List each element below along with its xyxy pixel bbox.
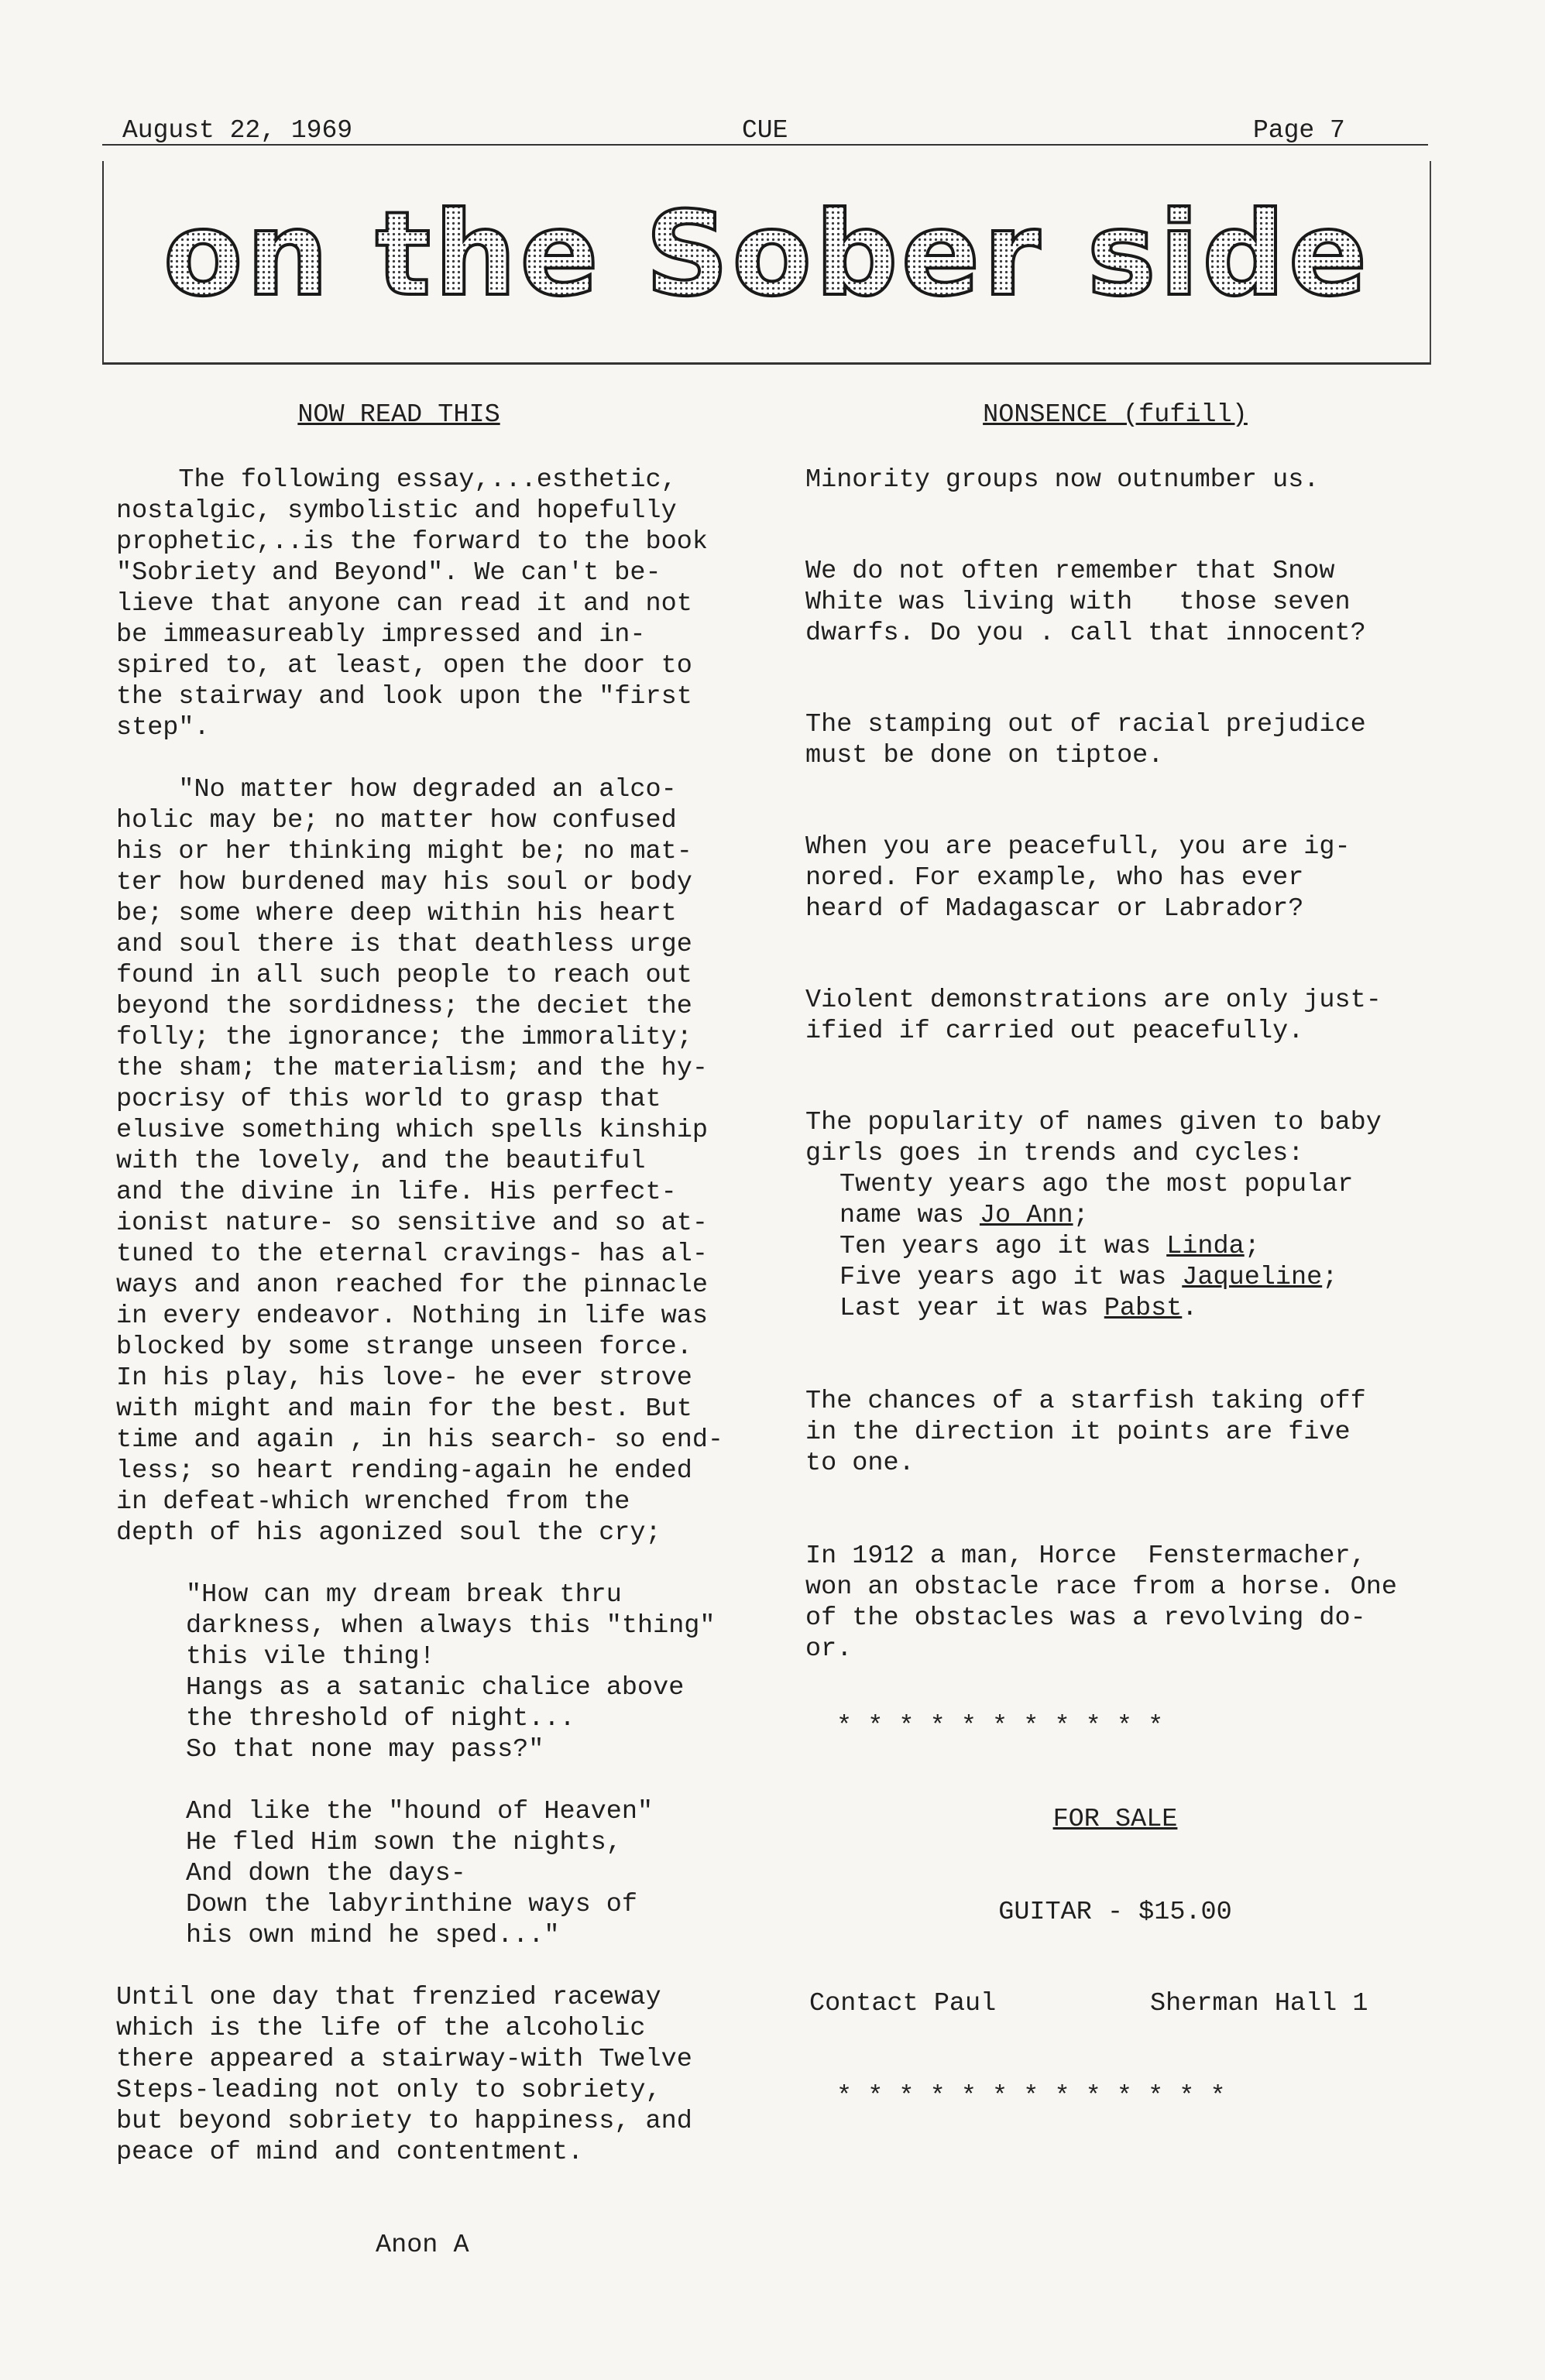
right-column [805, 400, 1425, 2112]
contact-line [805, 1988, 1425, 2019]
issue-date: August 22, 1969 [122, 116, 353, 145]
page-number: Page 7 [1253, 116, 1345, 145]
star-divider: * * * * * * * * * * * [836, 1712, 1164, 1741]
nonsense-item-8: In 1912 a man, Horce Fenstermacher, won an obstacle race from a horse. One of the obstacles was a revolving do- or. [805, 1542, 1397, 1664]
verse-two: And like the "hound of Heaven" He fled Him sown the nights, And down the days- Down the labyrinthine ways of his own mind he sped..." [186, 1797, 654, 1950]
nonsense-item-1: Minority groups now outnumber us. [805, 465, 1320, 495]
closing-paragraph: Until one day that frenzied raceway which is the life of the alcoholic there appeared a stairway-with Twelve Steps-leading not only to sobriety, but beyond sobriety to happiness, and peace of mind and contentment. [116, 1983, 692, 2167]
names-line: Ten years ago it was Linda; [839, 1232, 1260, 1261]
nonsense-item-4: When you are peacefull, you are ig- nored. For example, who has ever heard of Madagascar or Labrador? [805, 832, 1351, 924]
for-sale-heading: FOR SALE [1052, 1805, 1178, 1834]
names-line: Twenty years ago the most popular [839, 1170, 1354, 1199]
names-line: Five years ago it was Jaqueline; [839, 1263, 1338, 1292]
publication-name: CUE [742, 116, 788, 145]
names-list [805, 1169, 1425, 1324]
star-divider: * * * * * * * * * * * * * [836, 2082, 1226, 2111]
banner-title [104, 161, 1430, 362]
nonsense-item-2: We do not often remember that Snow White was living with those seven dwarfs. Do you . call that innocent? [805, 557, 1366, 648]
essay-paragraph: "No matter how degraded an alco- holic may be; no matter how confused his or her thinking might be; no mat- ter how burdened may his soul or body be; some where deep within his heart and soul there is that deathless urge found in all such people to reach out beyond the sordidness; the deciet the folly; the ignorance; the immorality; the sham; the materialism; and the hy- pocrisy of this world to grasp that elusive something which spells kinship with the lovely, and the beautiful and the divine in life. His perfect- ionist nature- so sensitive and so at- tuned to the eternal cravings- has al- ways and anon reached for the pinnacle in every endeavor. Nothing in life was blocked by some strange unseen force. In his play, his love- he ever strove with might and main for the best. But time and again , in his search- so end- less; so heart rending-again he ended in defeat-which wrenched from the depth of his agonized soul the cry; [116, 775, 724, 1548]
header-rule [102, 144, 1428, 146]
verse-one: "How can my dream break thru darkness, when always this "thing" this vile thing! Hangs as a satanic chalice above the threshold of night... So that none may pass?" [186, 1580, 716, 1764]
nonsense-item-7: The chances of a starfish taking off in the direction it points are five to one. [805, 1387, 1366, 1478]
nonsense-item-3: The stamping out of racial prejudice must be done on tiptoe. [805, 710, 1366, 770]
nonsense-item-5: Violent demonstrations are only just- ified if carried out peacefully. [805, 986, 1382, 1046]
contact-name: Contact Paul [809, 1989, 997, 2018]
intro-paragraph: The following essay,...esthetic, nostalgic, symbolistic and hopefully prophetic,..is the forward to the book "Sobriety and Beyond". We can't be- lieve that anyone can read it and not be immeasureably impressed and in- spired to, at least, open the door to the stairway and look upon the "first step". [116, 465, 708, 742]
names-line: name was Jo Ann; [839, 1201, 1089, 1230]
names-line: Last year it was Pabst. [839, 1294, 1198, 1323]
svg-text:on the Sober side: on the Sober side [163, 187, 1371, 322]
contact-location: Sherman Hall 1 [1150, 1989, 1368, 2018]
right-heading: NONSENCE (fufill) [983, 400, 1248, 430]
guitar-listing: GUITAR - $15.00 [998, 1898, 1232, 1927]
nonsense-item-6: The popularity of names given to baby girls goes in trends and cycles: Twenty years ago the most popular name was Jo Ann; Ten years ago it was Linda; Five years ago it was Jaqueline; Last year it was Pabst. [805, 1107, 1425, 1324]
left-column [116, 400, 728, 2261]
left-heading: NOW READ THIS [297, 400, 500, 430]
signature: Anon A [376, 2231, 469, 2260]
column-banner [102, 161, 1431, 365]
